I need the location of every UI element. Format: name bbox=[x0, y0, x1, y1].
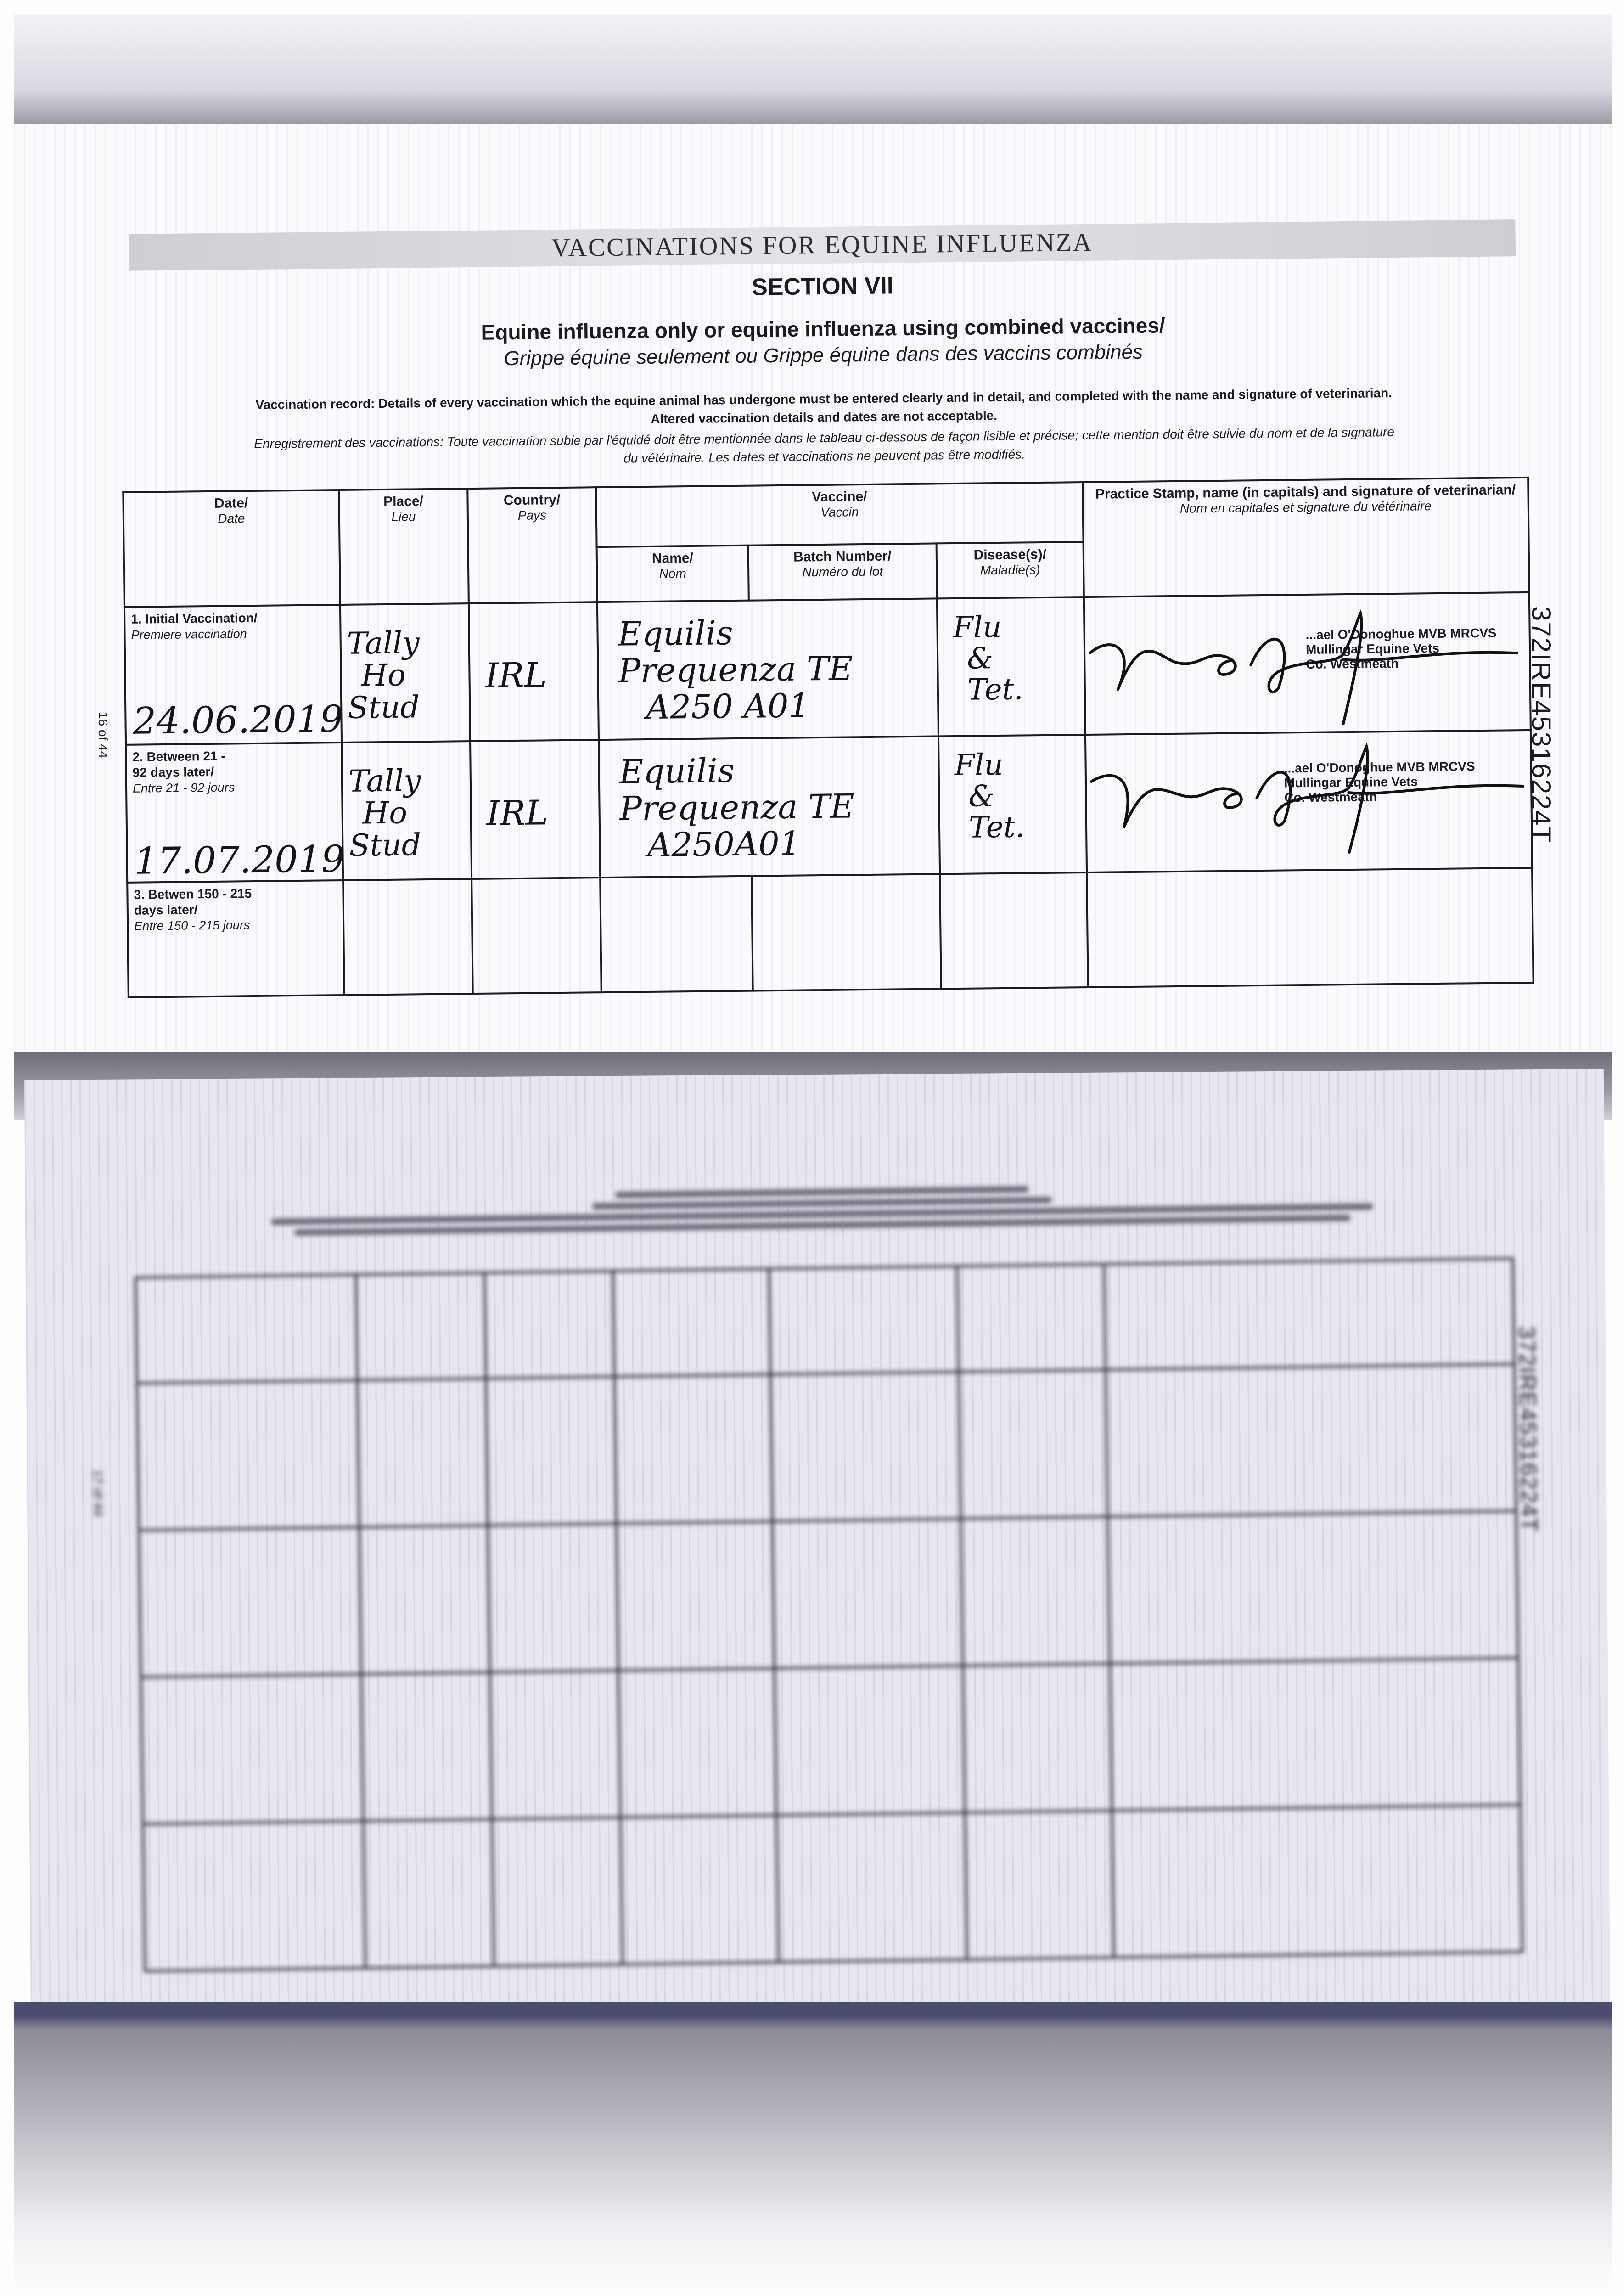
table-row bbox=[126, 730, 1532, 883]
row2-place-line-2: Ho bbox=[362, 795, 408, 831]
col-header-name-en: Name/ bbox=[651, 550, 694, 566]
row3-label-en: 3. Betwen 150 - 215 days later/ bbox=[134, 886, 252, 917]
row1-date-cell bbox=[124, 605, 342, 745]
row1-place-line-2: Ho bbox=[361, 657, 406, 693]
note-en-line-1: Vaccination record: Details of every vaccination which the equine animal has undergone must be entered clearly and in detail, and completed with the name and signature of veterinarian. bbox=[255, 385, 1393, 412]
row2-label bbox=[132, 747, 336, 796]
col-header-batch bbox=[748, 543, 937, 600]
row2-date: 17.07.2019 bbox=[134, 837, 345, 883]
row1-label bbox=[131, 609, 334, 643]
signature-2 bbox=[1086, 731, 1528, 873]
col-header-date-en: Date/ bbox=[214, 495, 248, 511]
col-header-stamp bbox=[1083, 478, 1529, 597]
row2-place-line-3: Stud bbox=[348, 827, 421, 863]
note-en-line-2: Altered vaccination details and dates are not acceptable. bbox=[651, 408, 998, 426]
row1-disease-line-1: Flu bbox=[953, 610, 1002, 645]
row2-batch: A250A01 bbox=[647, 824, 801, 865]
col-header-disease-fr: Maladie(s) bbox=[980, 563, 1040, 578]
col-header-disease-en: Disease(s)/ bbox=[973, 546, 1047, 563]
col-header-country bbox=[467, 487, 597, 603]
row2-disease-line-1: Flu bbox=[954, 748, 1004, 783]
row1-vaccine bbox=[597, 598, 938, 740]
banner-title: VACCINATIONS FOR EQUINE INFLUENZA bbox=[129, 219, 1516, 271]
row2-stamp-line-3: Co. Westmeath bbox=[1284, 789, 1377, 805]
row3-disease bbox=[940, 872, 1088, 989]
side-id: 372IRE45316224T bbox=[1526, 606, 1556, 844]
row1-label-fr: Premiere vaccination bbox=[131, 627, 247, 642]
row2-date-cell bbox=[126, 743, 343, 883]
row2-disease-line-2: & bbox=[968, 779, 995, 814]
row1-disease-line-2: & bbox=[966, 642, 994, 676]
table-row bbox=[127, 868, 1533, 997]
row1-stamp-line-3: Co. Westmeath bbox=[1306, 656, 1399, 671]
signature-1 bbox=[1085, 593, 1527, 736]
row3-batch bbox=[752, 874, 941, 990]
scan-bottom-shadow bbox=[14, 2002, 1612, 2296]
row2-label-fr: Entre 21 - 92 jours bbox=[132, 780, 235, 795]
row3-country bbox=[472, 878, 601, 994]
row1-vaccine-name-2: Prequenza TE bbox=[618, 649, 854, 690]
row1-batch: A250 A01 bbox=[646, 686, 810, 727]
row1-country-value: IRL bbox=[485, 655, 547, 696]
row3-label bbox=[134, 885, 337, 934]
row2-stamp-line-2: Mullingar Equine Vets bbox=[1284, 774, 1418, 790]
row1-disease-line-3: Tet. bbox=[967, 672, 1023, 707]
row1-country bbox=[469, 602, 599, 741]
row2-disease-line-3: Tet. bbox=[968, 810, 1025, 845]
note-fr-line-2: du vétérinaire. Les dates et vaccinations ne peuvent pas être modifiés. bbox=[623, 447, 1026, 466]
row1-stamp-line-1: ...ael O'Donoghue MVB MRCVS bbox=[1305, 625, 1497, 642]
row2-vaccine-name-2: Prequenza TE bbox=[619, 787, 855, 828]
row1-stamp-line-2: Mullingar Equine Vets bbox=[1305, 641, 1440, 657]
row3-place bbox=[343, 879, 473, 995]
col-header-name-fr: Nom bbox=[659, 566, 686, 581]
row2-vaccine bbox=[599, 736, 940, 878]
next-page-side-id: 372IRE45316224T bbox=[1514, 1326, 1543, 1533]
blank-vaccination-table bbox=[135, 1257, 1524, 1972]
col-header-stamp-fr: Nom en capitales et signature du vétérinaire bbox=[1179, 499, 1432, 516]
col-header-vaccine bbox=[596, 482, 1083, 547]
row1-vaccine-name-1: Equilis bbox=[618, 613, 734, 653]
row2-place-line-1: Tally bbox=[348, 763, 421, 799]
row2-disease bbox=[938, 735, 1087, 874]
col-header-vaccine-fr: Vaccin bbox=[820, 505, 859, 520]
note-fr-line-1: Enregistrement des vaccinations: Toute vaccination subie par l'équidé doit être mentionnée dans le tableau ci-dessous de façon lisible et précise; cette mention doit être suivie du nom et de la signature bbox=[254, 424, 1395, 451]
col-header-country-en: Country/ bbox=[503, 492, 561, 508]
row1-date: 24.06.2019 bbox=[133, 697, 344, 743]
col-header-disease bbox=[937, 542, 1084, 598]
page-number: 16 of 44 bbox=[96, 712, 110, 759]
row3-date-cell bbox=[127, 880, 344, 997]
row1-stamp bbox=[1084, 592, 1531, 735]
col-header-batch-en: Batch Number/ bbox=[793, 548, 892, 565]
row2-place bbox=[342, 741, 472, 880]
row3-stamp bbox=[1087, 868, 1533, 987]
next-page-number: 17 of 44 bbox=[90, 1469, 106, 1517]
row3-vaccine-name bbox=[600, 876, 753, 992]
row1-place-line-3: Stud bbox=[347, 689, 420, 726]
subtitle-en: Equine influenza only or equine influenza using combined vaccines/ bbox=[481, 313, 1165, 344]
col-header-batch-fr: Numéro du lot bbox=[802, 564, 883, 580]
subtitle-fr: Grippe équine seulement ou Grippe équine dans des vaccins combinés bbox=[504, 340, 1143, 370]
row1-label-en: 1. Initial Vaccination/ bbox=[131, 610, 258, 626]
col-header-place bbox=[339, 489, 469, 605]
col-header-place-en: Place/ bbox=[383, 494, 424, 510]
table-row bbox=[124, 592, 1531, 745]
row2-country bbox=[470, 740, 600, 879]
row2-stamp-line-1: ...ael O'Donoghue MVB MRCVS bbox=[1284, 759, 1475, 776]
col-header-name bbox=[597, 546, 749, 602]
row2-stamp bbox=[1085, 730, 1532, 872]
col-header-date-fr: Date bbox=[218, 511, 245, 526]
row1-place-line-1: Tally bbox=[347, 625, 420, 661]
col-header-stamp-en: Practice Stamp, name (in capitals) and signature of veterinarian/ bbox=[1095, 482, 1516, 502]
col-header-date bbox=[123, 490, 340, 607]
row1-disease bbox=[937, 597, 1085, 736]
col-header-country-fr: Pays bbox=[517, 508, 547, 523]
section-title: SECTION VII bbox=[751, 272, 894, 301]
row1-place bbox=[340, 603, 470, 743]
row2-label-en: 2. Between 21 - 92 days later/ bbox=[132, 748, 225, 780]
vaccination-table bbox=[122, 477, 1534, 998]
row3-label-fr: Entre 150 - 215 jours bbox=[134, 918, 250, 933]
row2-country-value: IRL bbox=[486, 793, 549, 833]
row2-vaccine-name-1: Equilis bbox=[619, 751, 735, 791]
col-header-vaccine-en: Vaccine/ bbox=[812, 489, 867, 505]
col-header-place-fr: Lieu bbox=[391, 509, 416, 524]
